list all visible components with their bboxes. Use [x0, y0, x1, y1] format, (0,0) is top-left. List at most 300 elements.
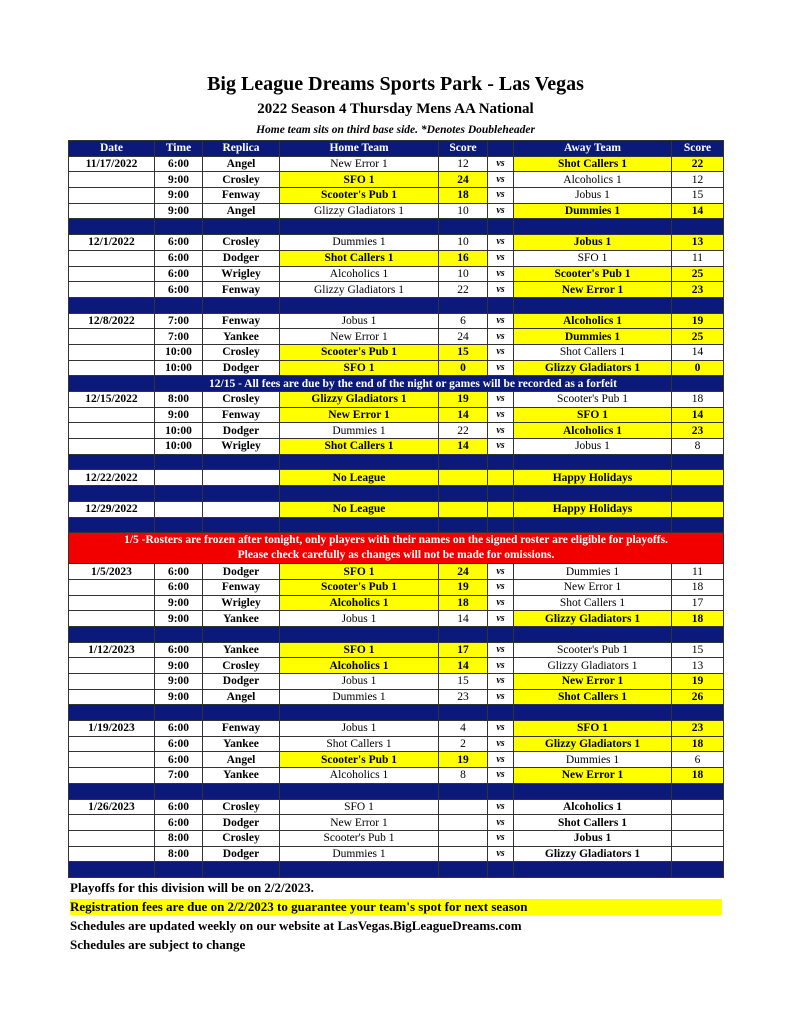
away-team: Shot Callers 1	[514, 815, 672, 831]
replica-field: Dodger	[203, 564, 280, 580]
game-row	[69, 579, 724, 595]
replica-field: Fenway	[203, 721, 280, 737]
game-row	[69, 156, 724, 172]
date-cell	[69, 846, 155, 862]
separator-cell	[672, 297, 724, 313]
replica-field: Fenway	[203, 579, 280, 595]
date-cell	[69, 439, 155, 455]
separator-cell	[439, 454, 488, 470]
away-team: Glizzy Gladiators 1	[514, 846, 672, 862]
away-score	[672, 846, 724, 862]
separator-cell	[672, 705, 724, 721]
game-row	[69, 188, 724, 204]
header-time: Time	[155, 141, 203, 157]
home-team: Jobus 1	[280, 313, 439, 329]
home-score: 18	[439, 595, 488, 611]
vs-label: vs	[488, 736, 514, 752]
home-team: New Error 1	[280, 815, 439, 831]
time-cell: 7:00	[155, 768, 203, 784]
date-cell: 12/22/2022	[69, 470, 155, 486]
time-cell: 6:00	[155, 579, 203, 595]
replica-field: Crosley	[203, 799, 280, 815]
vs-label: vs	[488, 203, 514, 219]
time-cell: 10:00	[155, 360, 203, 376]
replica-field: Dodger	[203, 423, 280, 439]
vs-label: vs	[488, 579, 514, 595]
away-score: 17	[672, 595, 724, 611]
separator-cell	[155, 783, 203, 799]
home-score: 22	[439, 423, 488, 439]
time-cell: 8:00	[155, 846, 203, 862]
roster-notice-row	[69, 533, 724, 564]
away-team: Dummies 1	[514, 752, 672, 768]
separator-cell	[439, 486, 488, 502]
home-score: 24	[439, 564, 488, 580]
home-team: Shot Callers 1	[280, 736, 439, 752]
schedule-body	[69, 156, 724, 877]
separator-cell	[155, 219, 203, 235]
header-away-team: Away Team	[514, 141, 672, 157]
separator-cell	[280, 862, 439, 878]
home-score: 24	[439, 329, 488, 345]
time-cell: 6:00	[155, 235, 203, 251]
date-cell	[69, 674, 155, 690]
game-row	[69, 439, 724, 455]
time-cell: 6:00	[155, 736, 203, 752]
home-team: SFO 1	[280, 172, 439, 188]
registration-note: Registration fees are due on 2/2/2023 to guarantee your team's spot for next season	[70, 899, 722, 915]
home-team: Jobus 1	[280, 611, 439, 627]
game-row	[69, 564, 724, 580]
separator-cell	[203, 705, 280, 721]
home-score: 14	[439, 611, 488, 627]
game-row	[69, 392, 724, 408]
away-team: SFO 1	[514, 721, 672, 737]
home-score	[439, 815, 488, 831]
replica-field: Wrigley	[203, 266, 280, 282]
replica-field: Dodger	[203, 250, 280, 266]
away-score: 18	[672, 579, 724, 595]
away-team: New Error 1	[514, 579, 672, 595]
week-separator	[69, 219, 724, 235]
vs-label: vs	[488, 156, 514, 172]
header-date: Date	[69, 141, 155, 157]
separator-cell	[439, 219, 488, 235]
separator-cell	[69, 454, 155, 470]
home-score: 10	[439, 235, 488, 251]
time-cell: 6:00	[155, 156, 203, 172]
separator-cell	[69, 626, 155, 642]
roster-notice	[69, 533, 724, 564]
separator-cell	[514, 705, 672, 721]
game-row	[69, 360, 724, 376]
home-score: 0	[439, 360, 488, 376]
separator-cell	[439, 626, 488, 642]
holiday-row	[69, 470, 724, 486]
replica-field: Yankee	[203, 329, 280, 345]
separator-cell	[69, 517, 155, 533]
vs-label: vs	[488, 658, 514, 674]
home-score: 10	[439, 203, 488, 219]
date-cell	[69, 752, 155, 768]
home-team: Glizzy Gladiators 1	[280, 282, 439, 298]
time-cell: 7:00	[155, 329, 203, 345]
game-row	[69, 768, 724, 784]
replica-field: Yankee	[203, 768, 280, 784]
vs-label: vs	[488, 642, 514, 658]
replica-field: Angel	[203, 752, 280, 768]
away-score	[672, 815, 724, 831]
away-team: Dummies 1	[514, 564, 672, 580]
vs-label: vs	[488, 329, 514, 345]
home-team: Dummies 1	[280, 689, 439, 705]
separator-cell	[672, 862, 724, 878]
game-row	[69, 423, 724, 439]
time-cell: 10:00	[155, 439, 203, 455]
away-team: Shot Callers 1	[514, 595, 672, 611]
away-team: Jobus 1	[514, 235, 672, 251]
separator-cell	[155, 517, 203, 533]
no-league-label: No League	[280, 470, 439, 486]
replica-field: Dodger	[203, 846, 280, 862]
separator-cell	[203, 783, 280, 799]
separator-cell	[672, 626, 724, 642]
separator-cell	[203, 219, 280, 235]
time-cell: 10:00	[155, 423, 203, 439]
separator-cell	[69, 486, 155, 502]
vs-label: vs	[488, 392, 514, 408]
date-cell	[69, 423, 155, 439]
separator-cell	[155, 626, 203, 642]
vs-label: vs	[488, 313, 514, 329]
date-cell: 1/26/2023	[69, 799, 155, 815]
separator-cell	[280, 219, 439, 235]
header-away-score: Score	[672, 141, 724, 157]
home-score: 15	[439, 674, 488, 690]
home-team: New Error 1	[280, 156, 439, 172]
separator-cell	[514, 454, 672, 470]
holiday-row	[69, 501, 724, 517]
game-row	[69, 250, 724, 266]
vs-label: vs	[488, 830, 514, 846]
home-score: 2	[439, 736, 488, 752]
home-score	[439, 501, 488, 517]
separator-cell	[203, 454, 280, 470]
separator-cell	[203, 297, 280, 313]
time-cell: 9:00	[155, 611, 203, 627]
away-team: Alcoholics 1	[514, 172, 672, 188]
date-cell	[69, 579, 155, 595]
home-team: Dummies 1	[280, 235, 439, 251]
time-cell: 6:00	[155, 752, 203, 768]
home-team: Dummies 1	[280, 423, 439, 439]
week-separator	[69, 705, 724, 721]
time-cell: 6:00	[155, 282, 203, 298]
date-cell	[69, 188, 155, 204]
away-score: 18	[672, 736, 724, 752]
separator-cell	[672, 376, 724, 392]
home-team: Jobus 1	[280, 674, 439, 690]
time-cell: 9:00	[155, 658, 203, 674]
separator-cell	[280, 517, 439, 533]
separator-cell	[203, 626, 280, 642]
home-team: Scooter's Pub 1	[280, 344, 439, 360]
vs-label: vs	[488, 674, 514, 690]
vs-label: vs	[488, 768, 514, 784]
game-row	[69, 689, 724, 705]
home-team: SFO 1	[280, 642, 439, 658]
separator-cell	[69, 705, 155, 721]
away-score: 18	[672, 611, 724, 627]
separator-cell	[514, 297, 672, 313]
home-score: 15	[439, 344, 488, 360]
week-separator	[69, 626, 724, 642]
table-header-row	[69, 141, 724, 157]
replica-field: Crosley	[203, 830, 280, 846]
separator-cell	[439, 783, 488, 799]
separator-cell	[514, 626, 672, 642]
home-score	[439, 799, 488, 815]
separator-cell	[280, 454, 439, 470]
vs-label: vs	[488, 282, 514, 298]
separator-cell	[280, 783, 439, 799]
away-score: 12	[672, 172, 724, 188]
replica-field: Wrigley	[203, 439, 280, 455]
replica-cell	[203, 501, 280, 517]
vs-label: vs	[488, 407, 514, 423]
home-score: 4	[439, 721, 488, 737]
away-score: 0	[672, 360, 724, 376]
separator-cell	[672, 454, 724, 470]
home-team: Dummies 1	[280, 846, 439, 862]
away-team: New Error 1	[514, 282, 672, 298]
game-row	[69, 752, 724, 768]
replica-field: Yankee	[203, 736, 280, 752]
home-team: Jobus 1	[280, 721, 439, 737]
time-cell: 9:00	[155, 188, 203, 204]
separator-cell	[439, 517, 488, 533]
replica-field: Fenway	[203, 282, 280, 298]
replica-field: Wrigley	[203, 595, 280, 611]
away-score: 25	[672, 266, 724, 282]
time-cell: 7:00	[155, 313, 203, 329]
away-team: Shot Callers 1	[514, 689, 672, 705]
time-cell: 9:00	[155, 407, 203, 423]
game-row	[69, 282, 724, 298]
date-cell	[69, 611, 155, 627]
away-team: Glizzy Gladiators 1	[514, 658, 672, 674]
game-row	[69, 407, 724, 423]
separator-cell	[514, 219, 672, 235]
date-cell	[69, 329, 155, 345]
date-cell	[69, 815, 155, 831]
game-row	[69, 799, 724, 815]
week-separator	[69, 297, 724, 313]
separator-cell	[488, 454, 514, 470]
header-vs	[488, 141, 514, 157]
home-score: 17	[439, 642, 488, 658]
home-team: Alcoholics 1	[280, 595, 439, 611]
vs-label: vs	[488, 344, 514, 360]
time-cell: 10:00	[155, 344, 203, 360]
date-cell	[69, 250, 155, 266]
separator-cell	[155, 862, 203, 878]
vs-label: vs	[488, 815, 514, 831]
separator-cell	[514, 783, 672, 799]
separator-cell	[69, 862, 155, 878]
home-team: Glizzy Gladiators 1	[280, 392, 439, 408]
separator-cell	[439, 705, 488, 721]
home-team: SFO 1	[280, 564, 439, 580]
separator-cell	[488, 297, 514, 313]
away-score: 15	[672, 188, 724, 204]
replica-field: Yankee	[203, 642, 280, 658]
roster-notice-line1: 1/5 -Rosters are frozen after tonight, only players with their names on the signed roster are eligible for playoffs.	[124, 534, 668, 547]
away-team: Alcoholics 1	[514, 313, 672, 329]
replica-field: Crosley	[203, 658, 280, 674]
date-cell: 12/15/2022	[69, 392, 155, 408]
time-cell	[155, 501, 203, 517]
time-cell: 6:00	[155, 266, 203, 282]
away-team: SFO 1	[514, 250, 672, 266]
week-separator	[69, 486, 724, 502]
home-score: 10	[439, 266, 488, 282]
schedule-table	[68, 140, 724, 878]
separator-cell	[672, 219, 724, 235]
replica-field: Angel	[203, 203, 280, 219]
game-row	[69, 235, 724, 251]
date-cell	[69, 689, 155, 705]
disclaimer-note: Schedules are subject to change	[70, 937, 246, 952]
fee-notice-row	[69, 376, 724, 392]
away-team: Dummies 1	[514, 203, 672, 219]
header-replica: Replica	[203, 141, 280, 157]
vs-cell	[488, 501, 514, 517]
away-score: 26	[672, 689, 724, 705]
home-score: 24	[439, 172, 488, 188]
date-cell: 11/17/2022	[69, 156, 155, 172]
replica-field: Crosley	[203, 172, 280, 188]
home-team: Scooter's Pub 1	[280, 830, 439, 846]
separator-cell	[203, 862, 280, 878]
home-score: 19	[439, 752, 488, 768]
vs-label: vs	[488, 846, 514, 862]
away-team: Scooter's Pub 1	[514, 392, 672, 408]
away-team: Jobus 1	[514, 439, 672, 455]
away-team: Scooter's Pub 1	[514, 642, 672, 658]
separator-cell	[203, 517, 280, 533]
time-cell: 9:00	[155, 674, 203, 690]
date-cell: 12/29/2022	[69, 501, 155, 517]
time-cell: 6:00	[155, 250, 203, 266]
game-row	[69, 611, 724, 627]
replica-field: Fenway	[203, 188, 280, 204]
separator-cell	[514, 486, 672, 502]
time-cell: 8:00	[155, 830, 203, 846]
website-note: Schedules are updated weekly on our website at LasVegas.BigLeagueDreams.com	[70, 918, 522, 933]
date-cell	[69, 360, 155, 376]
game-row	[69, 674, 724, 690]
separator-cell	[488, 486, 514, 502]
vs-label: vs	[488, 235, 514, 251]
away-score: 14	[672, 407, 724, 423]
header-home-score: Score	[439, 141, 488, 157]
away-score: 23	[672, 282, 724, 298]
home-score: 14	[439, 658, 488, 674]
home-team: SFO 1	[280, 799, 439, 815]
week-separator	[69, 454, 724, 470]
replica-field: Dodger	[203, 360, 280, 376]
header-home-team: Home Team	[280, 141, 439, 157]
away-score: 18	[672, 392, 724, 408]
replica-field: Fenway	[203, 313, 280, 329]
separator-cell	[514, 862, 672, 878]
game-row	[69, 815, 724, 831]
date-cell	[69, 658, 155, 674]
separator-cell	[280, 486, 439, 502]
replica-field: Angel	[203, 689, 280, 705]
vs-label: vs	[488, 799, 514, 815]
separator-cell	[488, 626, 514, 642]
date-cell	[69, 266, 155, 282]
home-team: Alcoholics 1	[280, 658, 439, 674]
date-cell	[69, 595, 155, 611]
separator-cell	[280, 297, 439, 313]
game-row	[69, 830, 724, 846]
home-team: New Error 1	[280, 407, 439, 423]
game-row	[69, 642, 724, 658]
home-team-note: Home team sits on third base side. *Denotes Doubleheader	[256, 124, 535, 136]
home-score: 19	[439, 579, 488, 595]
separator-cell	[439, 862, 488, 878]
home-score	[439, 830, 488, 846]
away-score: 18	[672, 768, 724, 784]
separator-cell	[69, 783, 155, 799]
away-team: New Error 1	[514, 768, 672, 784]
game-row	[69, 266, 724, 282]
away-team: Glizzy Gladiators 1	[514, 736, 672, 752]
fee-notice: 12/15 - All fees are due by the end of the night or games will be recorded as a forfeit	[155, 376, 672, 392]
date-cell: 12/8/2022	[69, 313, 155, 329]
replica-field: Crosley	[203, 235, 280, 251]
replica-field: Yankee	[203, 611, 280, 627]
time-cell: 6:00	[155, 799, 203, 815]
date-cell	[69, 344, 155, 360]
home-team: Scooter's Pub 1	[280, 188, 439, 204]
away-score: 8	[672, 439, 724, 455]
separator-cell	[280, 626, 439, 642]
home-team: Glizzy Gladiators 1	[280, 203, 439, 219]
away-team: Shot Callers 1	[514, 344, 672, 360]
away-team: Glizzy Gladiators 1	[514, 611, 672, 627]
home-team: Alcoholics 1	[280, 768, 439, 784]
away-score	[672, 501, 724, 517]
home-team: Scooter's Pub 1	[280, 752, 439, 768]
vs-label: vs	[488, 721, 514, 737]
vs-cell	[488, 470, 514, 486]
holiday-label: Happy Holidays	[514, 470, 672, 486]
away-score	[672, 470, 724, 486]
date-cell: 1/19/2023	[69, 721, 155, 737]
separator-cell	[155, 486, 203, 502]
time-cell: 9:00	[155, 203, 203, 219]
time-cell: 6:00	[155, 721, 203, 737]
week-separator	[69, 517, 724, 533]
separator-cell	[69, 376, 155, 392]
home-team: Shot Callers 1	[280, 439, 439, 455]
separator-cell	[672, 517, 724, 533]
vs-label: vs	[488, 250, 514, 266]
